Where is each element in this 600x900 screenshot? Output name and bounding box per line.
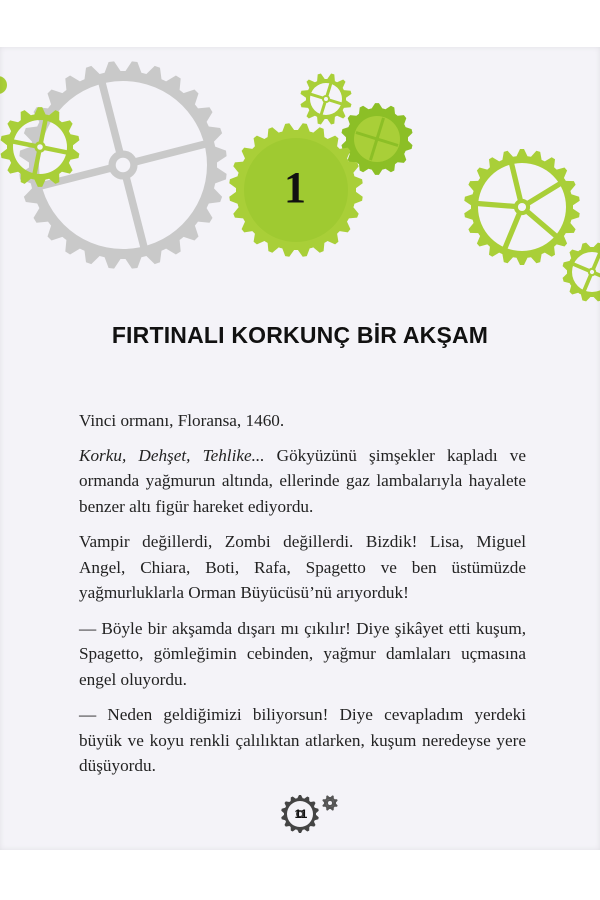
paragraph-1-italic: Korku, Dehşet, Tehlike... [79, 445, 265, 465]
chapter-number: 1 [284, 163, 306, 212]
paragraph-1 [79, 443, 526, 520]
page-number-small-gear-icon [322, 795, 337, 810]
green-gear-right-icon [464, 149, 579, 265]
page-number: 11 [294, 807, 308, 821]
dateline: Vinci ormanı, Floransa, 1460. [79, 411, 285, 430]
paragraph-3: — Böyle bir akşamda dışarı mı çıkılır! Diye şikâyet etti kuşum, Spagetto, gömleğimin cebinden, yağmur damlaları uçmasına engel oluyordu. [79, 618, 526, 689]
paragraph-4: — Neden geldiğimizi biliyorsun! Diye cevapladım yerdeki büyük ve koyu renkli çalılıktan atlarken, kuşum neredeyse yere düşüyordu. [79, 705, 526, 775]
gray-gear-icon [19, 61, 226, 268]
paragraph-1-text: Gökyüzünü şimşekler kapladı ve ormanda yağmurun altında, ellerinde gaz lambalarıyla hayalete benzer altı figür hareket ediyordu. [79, 445, 526, 516]
green-gear-tiny-icon [301, 74, 352, 125]
chapter-body [79, 408, 526, 789]
green-gear-small-left-icon [1, 107, 80, 187]
green-gear-corner-icon [0, 76, 7, 94]
paragraph-2: Vampir değillerdi, Zombi değillerdi. Bizdik! Lisa, Miguel Angel, Chiara, Boti, Rafa, Spagetto ve ben üstümüzde yağmurluklarla Orman Büyücüsü’nü arıyorduk! [79, 532, 526, 602]
green-gear-edge-icon [563, 243, 600, 302]
chapter-title: FIRTINALI KORKUNÇ BİR AKŞAM [111, 322, 489, 348]
